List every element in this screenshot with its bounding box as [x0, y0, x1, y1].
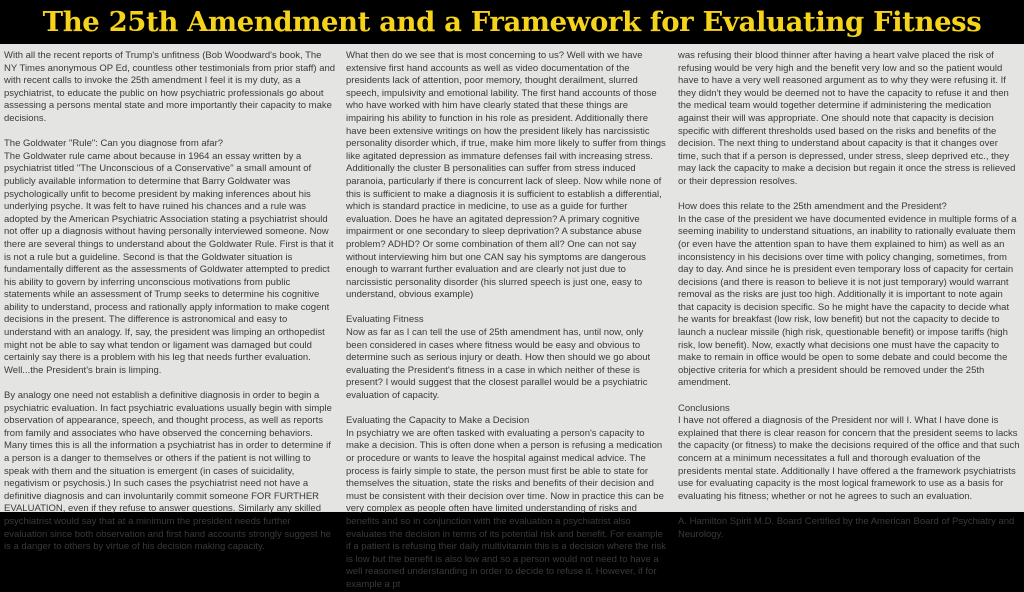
president-paragraph: In the case of the president we have documented evidence in multiple forms of a seeming inability to understand situations, an inability to rationally evaluate them (or even have the attention span to have them explained to him) as well as an inconsistency in his decisions over time with policy changing, sometimes, from day to day. And since he is president even temporary loss of capacity for certain decisions (and there is reason to believe it is not just temporary) would warrant removal as the risks are just too high. Additionally it is important to note again that capacity is decision specific. So he might have the capacity to decide what he wants for breakfast (low risk, low benefit) but not the capacity to decide to launch a nuclear missile (high risk, questionable benefit) or impose tariffs (high risk, low benefit). Now, exactly what decisions one must have the capacity to make to remain in office would be open to some debate and could become the objective criteria for which a president should be removed under the 25th amendment.	[678, 213, 1017, 389]
concerns-paragraph: What then do we see that is most concerning to us? Well with we have extensive first hand accounts as well as video documentation of the presidents lack of attention, poor memory, thought derailment, slurred speech, impulsivity and emotional lability. The first hand accounts of those who have worked with him have clearly stated that these things are impairing his ability to function in his role as president. Additionally there have been extensive writings on how the president likely has narcissistic personality disorder which, if true, make him more likely to suffer from things like agitated depression as immature defenses fail with increasing stress. Additionally the cluster B personalities can suffer from stress induced paranoia, particularly if there is concurrent lack of sleep. Now while none of this is sufficient to make a diagnosis it is sufficient to establish a differential, which is standard practice in medicine, to use as a guide for further evaluation. Does he have an agitated depression? A primary cognitive impairment or one secondary to sleep deprivation? A substance abuse problem? ADHD? Or some combination of them all? One can not say without interviewing him but one CAN say his symptoms are dangerous enough to warrant further evaluation and are clearly not just due to narcissistic personality disorder (his slurred speech is just one, easy to understand, obvious example)	[346, 50, 666, 301]
goldwater-paragraph: The Goldwater rule came about because in 1964 an essay written by a psychiatrist titled "The Unconscious of a Conservative" a small amount of publicly available information to determine that Barry Goldwater was psychologically unfit to become president by making inferences about his underlying psyche. It was felt to have ruined his chances and a rule was adopted by the American Psychiatric Association stating a psychiatrist should not offer up a diagnosis without having personally interviewed someone. Now there are several things to understand about the Goldwater Rule. First is that it is not a rule but a guideline. Second is that the Goldwater situation is fundamentally different as the assessments of Goldwater attempted to predict his ability to govern by inferring unconscious motivations from public statements while an assessment of Trump seeks to determine his cognitive ability to understand, process and rationally apply information to make cogent decisions in the present. The difference is astronomical and easy to understand with an analogy. If, say, the president was limping an orthopedist might not be able to say what tendon or ligament was damaged but could certainly say there is a problem with his leg that needs further evaluation. Well...the President's brain is limping.	[4, 150, 334, 376]
section-heading-goldwater: The Goldwater "Rule": Can you diagnose from afar?	[4, 138, 224, 150]
title-banner	[0, 0, 1024, 44]
capacity-continued-paragraph: was refusing their blood thinner after having a heart valve placed the risk of refusing would be very high and the benefit very low and so the patient would have to have a very well reasoned argument as to why they were refusing it. If they didn't they would be deemed not to have the capacity to refuse it and then the medical team would together determine if administering the medication against their will was appropriate. One should note that capacity is decision specific with different thresholds used based on the risks and benefits of the decision. The next thing to understand about capacity is that it changes over time, such that if a person is depressed, under stress, sleep deprived etc., they may lack the capacity to make a decision but regain it once the stress is relieved or their depression resolves.	[678, 50, 1016, 187]
capacity-paragraph: In psychiatry we are often tasked with evaluating a person's capacity to make a decision. This is often done when a person is refusing a medication or procedure or wants to leave the hospital against medical advice. The process is fairly simple to state, the person must first be able to state for themselves the situation, state the risks and benefits of their decision and must be consistent with their decision over time. Now in practice this can be very complex as people often have limited understanding of risks and benefits and so in conjunction with the evaluation a psychiatrist also evaluates the decision in terms of its potential risk and benefit. For example if a patient is refusing their daily multivitamin this is a decision where the risk is low but the benefit is also low and so a person would not need to have a well reasoned understanding in order to decide to refuse it. However, if for example a pt	[346, 427, 666, 590]
section-heading-evaluating-fitness: Evaluating Fitness	[346, 314, 424, 326]
article-column-2	[346, 50, 666, 590]
article-body	[0, 44, 1024, 590]
analogy-paragraph: By analogy one need not establish a definitive diagnosis in order to begin a psychiatric evaluation. In fact psychiatric evaluations usually begin with simple observation of appearance, speech, and thought process, as well as reports from family and associates who have observed the concerning behaviors. Many times this is all the information a psychiatrist has in order to determine if a person is a danger to themselves or others if the patient is not willing to speak with them and the situation is emergent (in cases of suicidality, negativism or psychosis.) In such cases the psychiatrist need not have a definitive diagnosis and can involuntarily commit someone FOR FURTHER EVALUATION, even if they refuse to answer questions. Similarly any skilled psychiatrist would say that at a minimum the president needs further evaluation since both observation and first hand accounts strongly suggest he is a danger to others by virtue of his decision making capacity.	[4, 390, 332, 553]
page-title: The 25th Amendment and a Framework for Evaluating Fitness	[42, 6, 982, 38]
section-heading-conclusions: Conclusions	[678, 402, 730, 414]
conclusions-paragraph: I have not offered a diagnosis of the President nor will I. What I have done is explained that there is clear reason for concern that the president seems to lacks the capacity (or fitness) to make the decisions required of the office and that such concern at a minimum necessitates a full and thorough evaluation of the presidents mental state. Additionally I have offered a the framework psychiatrists use for evaluating capacity is the most logical framework to use as a basis for evaluating his fitness; whether or not he agrees to such an evaluation.	[678, 415, 1020, 502]
section-heading-25th-amendment: How does this relate to the 25th amendment and the President?	[678, 201, 947, 213]
author-signature: A. Hamilton Spirit M.D. Board Certified by the American Board of Psychiatry and Neurology.	[678, 515, 1015, 540]
article-column-3	[678, 50, 1020, 540]
article-column-1	[4, 50, 336, 553]
fitness-paragraph: Now as far as I can tell the use of 25th amendment has, until now, only been considered in cases where fitness would be easy and obvious to determine such as serious injury or death. How then should we go about evaluating the President's fitness in a case in which neither of these is present? I would suggest that the closest parallel would be a psychiatric evaluation of capacity.	[346, 327, 651, 402]
section-heading-capacity: Evaluating the Capacity to Make a Decision	[346, 415, 530, 427]
intro-paragraph: With all the recent reports of Trump's unfitness (Bob Woodward's book, The NY Times anonymous OP Ed, countless other testimonials from prior staff) and with recent calls to invoke the 25th amendment I feel it is my duty, as a psychiatrist, to educate the public on how psychiatric professionals go about assessing a persons mental state and more importantly their capacity to make decisions.	[4, 50, 336, 124]
